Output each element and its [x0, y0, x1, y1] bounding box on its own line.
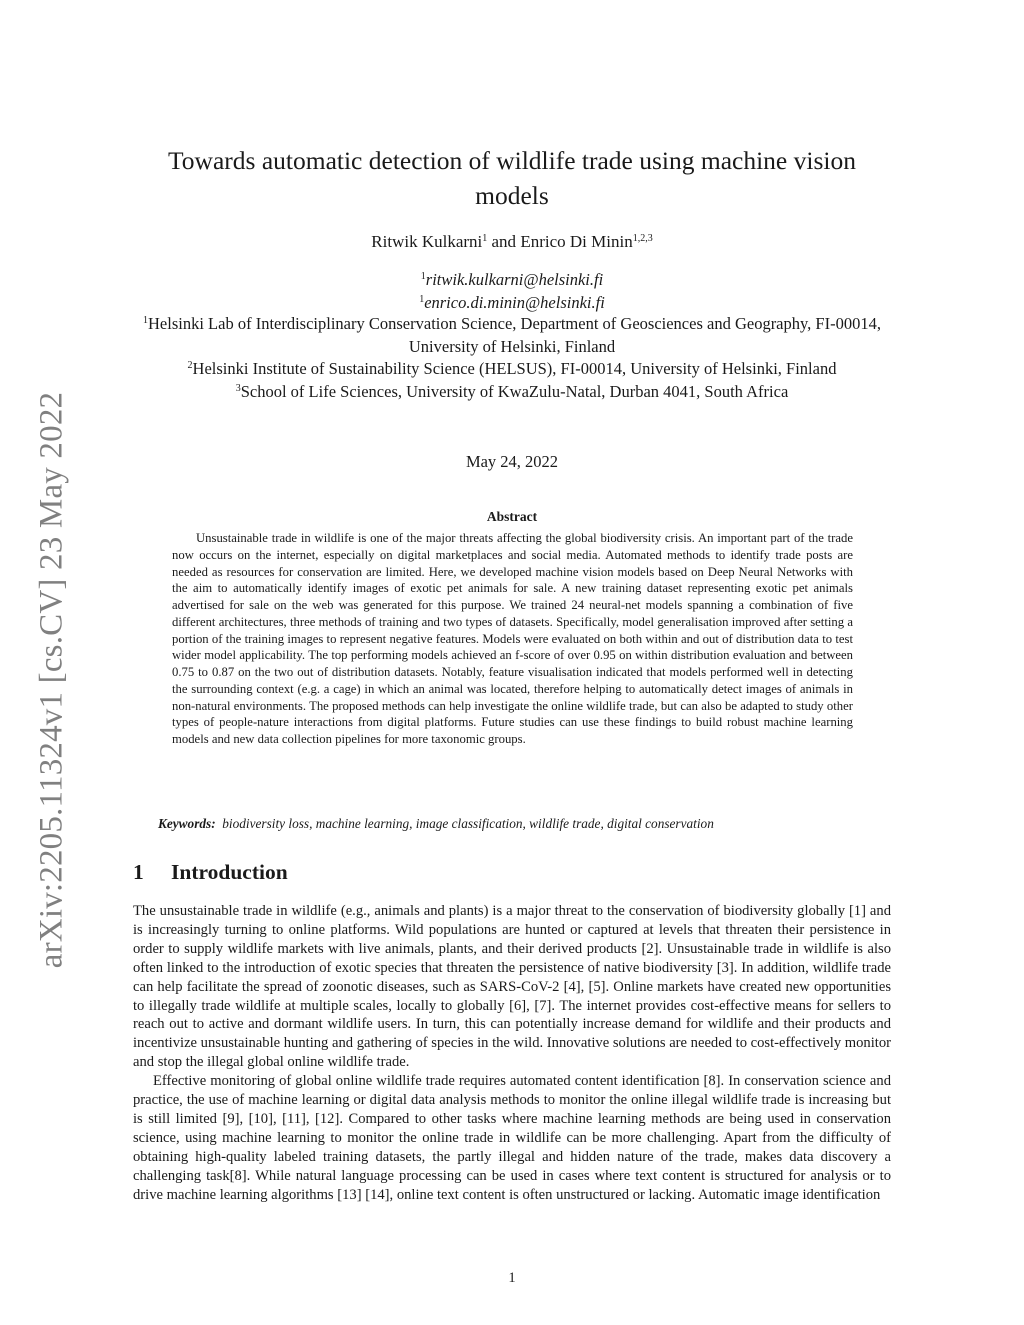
- email-line: [140, 291, 884, 314]
- abstract-text: Unsustainable trade in wildlife is one of the major threats affecting the global biodiversity crisis. An important part of the trade now occurs on the internet, especially on digital marketplaces and social media. Automated methods to identify trade posts are needed as resources for conservation are limited. Here, we developed machine vision models based on Deep Neural Networks with the aim to automatically identify images of exotic pet animals for sale. A new training dataset representing exotic pet animals advertised for sale on the web was generated for this purpose. We trained 24 neural-net models spanning a combination of five different architectures, three methods of training and two types of datasets. Specifically, model generalisation improved after setting a portion of the training images to represent negative features. Models were evaluated on both within and out of distribution data to test wider model applicability. The top performing models achieved an f-score of over 0.95 on within distribution evaluation and between 0.75 to 0.87 on the two out of distribution datasets. Notably, feature visualisation indicated that models performed well in detecting the surrounding context (e.g. a cage) in which an animal was located, therefore helping to automatically detect images of animals in non-natural environments. The proposed methods can help investigate the online wildlife trade, but can also be adapted to study other types of people-nature interactions from digital platforms. Future studies can use these findings to build robust machine learning models and new data collection pipelines for more taxonomic groups.: [172, 531, 853, 746]
- affiliation-sup: 3: [235, 382, 241, 394]
- section-number: 1: [133, 860, 144, 884]
- affiliation: [140, 313, 884, 358]
- author-affil-sup: 1,2,3: [632, 233, 653, 244]
- email-list: [140, 268, 884, 314]
- email-sup: 1: [419, 294, 425, 305]
- affiliation-text: Helsinki Institute of Sustainability Science (HELSUS), FI-00014, University of Helsinki, Finland: [192, 359, 837, 378]
- keywords-text: biodiversity loss, machine learning, image classification, wildlife trade, digital conservation: [222, 816, 714, 831]
- affiliation-text: School of Life Sciences, University of KwaZulu-Natal, Durban 4041, South Africa: [240, 381, 789, 401]
- email-sup: 1: [420, 271, 426, 282]
- email-line: [140, 268, 884, 291]
- affiliation-sup: 2: [187, 360, 193, 371]
- author-affil-sup: 1: [482, 233, 488, 244]
- arxiv-stamp: arXiv:2205.11324v1 [cs.CV] 23 May 2022: [33, 391, 70, 969]
- affiliation-list: [140, 313, 884, 403]
- author-name: Enrico Di Minin: [520, 232, 633, 251]
- paper-date: May 24, 2022: [465, 452, 559, 471]
- section-body: [133, 902, 891, 1205]
- email-address[interactable]: enrico.di.minin@helsinki.fi: [424, 293, 605, 312]
- affiliation: [140, 381, 884, 404]
- affiliation-text: Helsinki Lab of Interdisciplinary Conservation Science, Department of Geosciences and Geography, FI-00014, University of Helsinki, Finland: [148, 314, 881, 356]
- author-name: Ritwik Kulkarni: [371, 232, 483, 251]
- keywords: [158, 816, 873, 832]
- paragraph: The unsustainable trade in wildlife (e.g., animals and plants) is a major threat to the conservation of biodiversity globally [1] and is increasingly turning to online platforms. Wild populations are hunted or captured at levels that threaten their persistence in order to supply wildlife markets with live animals, plants, and their derived products [2]. Unsustainable trade in wildlife is also often linked to the introduction of exotic species that threaten the persistence of native biodiversity [3]. In addition, wildlife trade can help facilitate the spread of zoonotic diseases, such as SARS-CoV-2 [4], [5]. Online markets have created new opportunities to illegally trade wildlife at multiple scales, locally to globally [6], [7]. The internet provides cost-effective means for sellers to reach out to active and dormant wildlife users. In turn, this can potentially increase demand for wildlife and their products and incentivize unsustainable hunting and gathering of species in the wild. Innovative solutions are needed to cost-effectively monitor and stop the illegal global online wildlife trade.: [133, 903, 891, 1071]
- abstract-heading: Abstract: [486, 509, 538, 524]
- paragraph: Effective monitoring of global online wildlife trade requires automated content identification [8]. In conservation science and practice, the use of machine learning or digital data analysis methods to monitor the online illegal wildlife trade is increasing but is still limited [9], [10], [11], [12]. Compared to other tasks where machine learning methods are being used in conservation science, using machine learning to monitor the online trade in wildlife can be more challenging. Apart from the difficulty of obtaining high-quality labeled training datasets, the partly illegal and hidden nature of the trade, makes data discovery a challenging task[8]. While natural language processing can be used in cases where text content is structured for analysis or to drive machine learning algorithms [13] [14], online text content is often unstructured or lacking. Automatic image identification: [133, 1073, 891, 1203]
- keywords-label: Keywords:: [158, 816, 216, 831]
- paper-title: Towards automatic detection of wildlife trade using machine vision models: [168, 146, 856, 210]
- section-title: Introduction: [171, 860, 288, 884]
- section-heading: [133, 860, 288, 885]
- email-address[interactable]: ritwik.kulkarni@helsinki.fi: [425, 270, 604, 289]
- affiliation: [140, 358, 884, 381]
- page-number: 1: [508, 1270, 516, 1286]
- author-line: [140, 232, 884, 252]
- author-conjunction: and: [487, 232, 521, 251]
- affiliation-sup: 1: [143, 315, 149, 326]
